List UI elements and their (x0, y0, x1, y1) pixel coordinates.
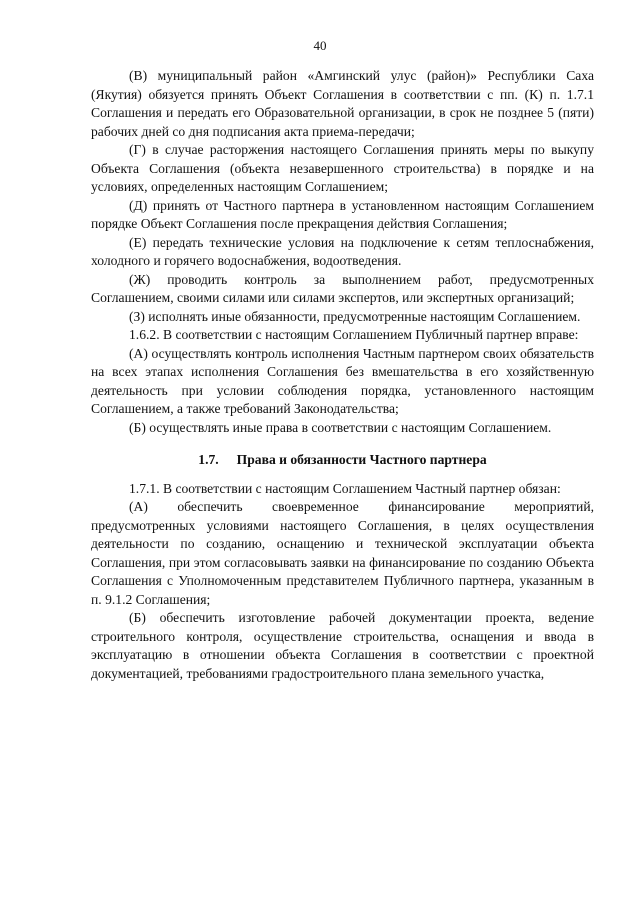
paragraph-public-right-a: (А) осуществлять контроль исполнения Частным партнером своих обязательств на всех этапах исполнения Соглашения без вмешательства в его хозяйственную деятельность при условии соблюдения порядка, установленного настоящим Соглашением, а также требований Законодательства; (91, 345, 594, 416)
section-heading (91, 451, 594, 470)
paragraph-private-obligation-a: (А) обеспечить своевременное финансирование мероприятий, предусмотренных условиями настоящего Соглашения, в целях осуществления деятельности по созданию, оснащению и технической эксплуатации объекта Соглашения, при этом согласовывать заявки на финансирование по созданию Объекта Соглашения с Уполномоченным представителем Публичного партнера, указанным в п. 9.1.2 Соглашения; (91, 499, 594, 607)
paragraph-public-obligation-e: (Е) передать технические условия на подключение к сетям теплоснабжения, холодного и горячего водоснабжения, водоотведения. (91, 234, 594, 268)
paragraph-public-obligation-zh: (Ж) проводить контроль за выполнением работ, предусмотренных Соглашением, своими силами или силами экспертов, или экспертных организаций; (91, 271, 594, 305)
paragraph-public-obligation-g: (Г) в случае расторжения настоящего Соглашения принять меры по выкупу Объекта Соглашения (объекта незавершенного строительства) в порядке и на условиях, определенных настоящим Соглашением; (91, 142, 594, 194)
document-body (91, 67, 594, 683)
section-title: Права и обязанности Частного партнера (236, 452, 487, 467)
paragraph-public-obligation-v: (В) муниципальный район «Амгинский улус (район)» Республики Саха (Якутия) обязуется принять Объект Соглашения в соответствии с пп. (К) п. 1.7.1 Соглашения и передать его Образовательной организации, в срок не позднее 5 (пяти) рабочих дней со дня подписания акта приема-передачи; (91, 68, 594, 139)
paragraph-private-obligation-b: (Б) обеспечить изготовление рабочей документации проекта, ведение строительного контроля, осуществление строительства, оснащения и ввода в эксплуатацию в отношении объекта Соглашения в соответствии с проектной документацией, требованиями градостроительного плана земельного участка, (91, 610, 594, 681)
paragraph-public-obligation-d: (Д) принять от Частного партнера в установленном настоящим Соглашением порядке Объект Соглашения после прекращения действия Соглашения; (91, 197, 594, 231)
paragraph-public-obligation-z: (З) исполнять иные обязанности, предусмотренные настоящим Соглашением. (129, 308, 581, 324)
paragraph-private-obligations-intro: 1.7.1. В соответствии с настоящим Соглашением Частный партнер обязан: (129, 480, 561, 496)
paragraph-public-right-b: (Б) осуществлять иные права в соответствии с настоящим Соглашением. (129, 419, 552, 435)
section-number: 1.7. (198, 452, 219, 467)
page-number: 40 (313, 38, 327, 53)
paragraph-public-rights-intro: 1.6.2. В соответствии с настоящим Соглашением Публичный партнер вправе: (129, 327, 579, 342)
